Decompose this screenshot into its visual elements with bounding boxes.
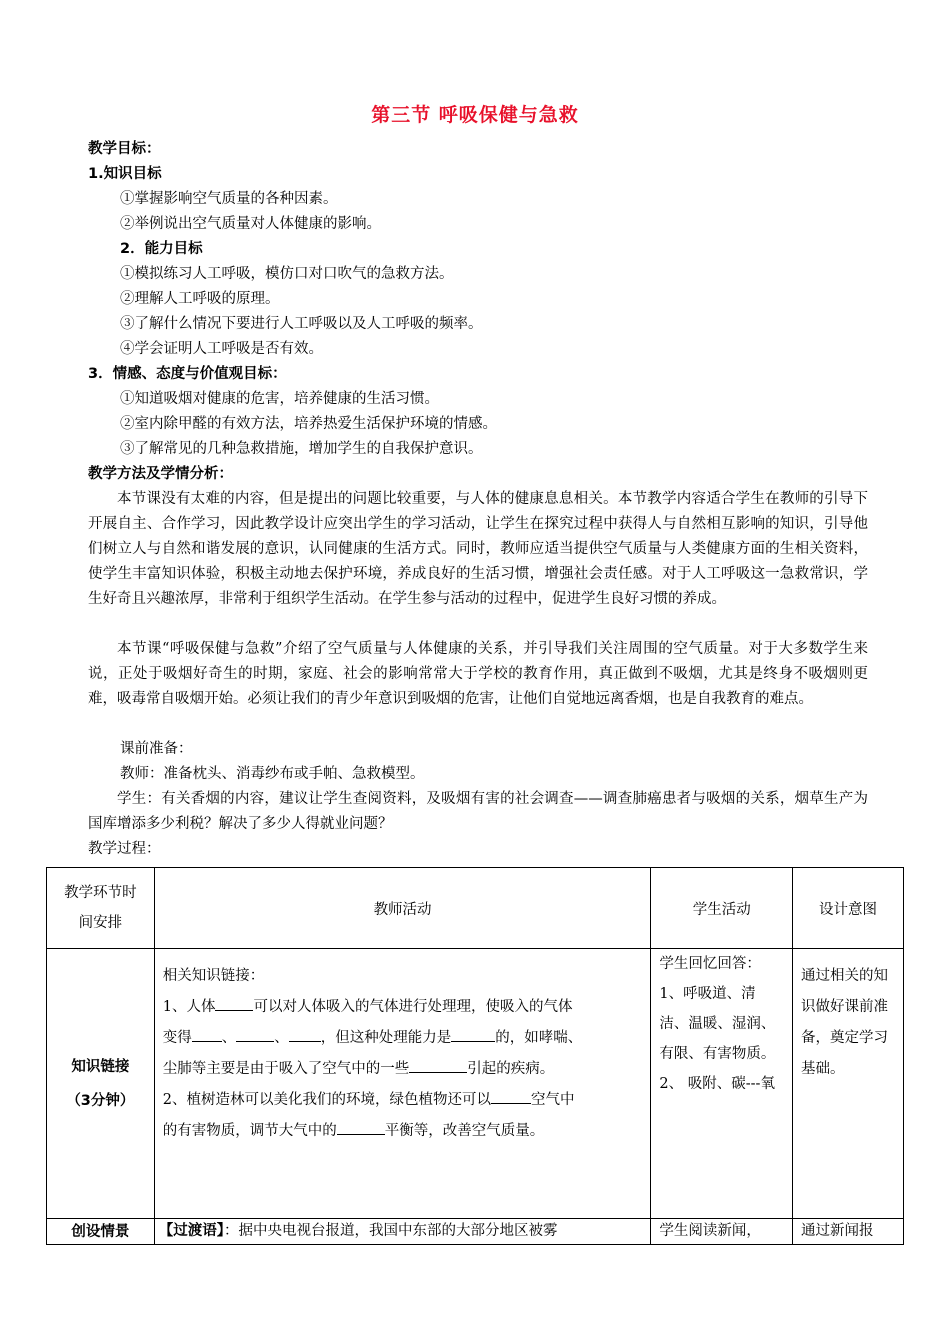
student-prep: 学生：有关香烟的内容，建议让学生查阅资料，及吸烟有害的社会调查——调查肺癌患者与吸烟的关系，烟草生产为国库增添多少利税？解决了多少人得就业问题？ — [88, 791, 868, 832]
table-header-row — [47, 868, 904, 949]
emotion-item: ①知道吸烟对健康的危害，培养健康的生活习惯。 — [120, 391, 439, 407]
teacher-activity-cell — [154, 949, 651, 1219]
goals-heading: 教学目标： — [88, 141, 161, 157]
student-activity-cell — [651, 949, 793, 1219]
knowledge-item: ②举例说出空气质量对人体健康的影响。 — [120, 216, 381, 232]
ability-item: ①模拟练习人工呼吸，模仿口对口吹气的急救方法。 — [120, 266, 454, 282]
ability-heading: 2．能力目标 — [120, 241, 203, 257]
prep-heading: 课前准备： — [120, 741, 193, 757]
design-intent-text: 通过相关的知识做好课前准备，奠定学习基础。 — [801, 968, 889, 1077]
header-design-intent: 设计意图 — [793, 868, 904, 949]
header-teacher-activity: 教师活动 — [154, 868, 651, 949]
analysis-paragraph-1: 本节课没有太难的内容，但是提出的问题比较重要，与人体的健康息息相关。本节教学内容适合学生在教师的引导下开展自主、合作学习，因此教学设计应突出学生的学习活动，让学生在探究过程中获得人与自然相互影响的知识，引导他们树立人与自然和谐发展的意识，认同健康的生活方式。同时，教师应适当提供空气质量与人类健康方面的生相关资料，使学生丰富知识体验，积极主动地去保护环境，养成良好的生活习惯，增强社会责任感。对于人工呼吸这一急救常识，学生好奇且兴趣浓厚，非常利于组织学生活动。在学生参与活动的过程中，促进学生良好习惯的养成。 — [88, 491, 868, 607]
teacher-prep: 教师：准备枕头、消毒纱布或手帕、急救模型。 — [120, 766, 425, 782]
page-title: 第三节 呼吸保健与急救 — [371, 104, 579, 126]
method-heading: 教学方法及学情分析： — [88, 466, 233, 482]
lesson-process-table — [46, 867, 904, 1245]
ability-item: ②理解人工呼吸的原理。 — [120, 291, 280, 307]
emotion-item: ③了解常见的几种急救措施，增加学生的自我保护意识。 — [120, 441, 483, 457]
stage-cell — [47, 949, 155, 1219]
knowledge-item: ①掌握影响空气质量的各种因素。 — [120, 191, 338, 207]
student-activity-text: 学生回忆回答：1、呼吸道、清洁、温暖、湿润、有限、有害物质。2、 吸附、碳---氧 — [659, 956, 776, 1092]
emotion-heading: 3．情感、态度与价值观目标： — [88, 366, 287, 382]
question-1-end: 尘肺等主要是由于吸入了空气中的一些 引起的疾病。 — [163, 1054, 643, 1085]
stage-cell: 创设情景 — [47, 1219, 155, 1245]
transition-text: ：据中央电视台报道，我国中东部的大部分地区被雾 — [223, 1223, 558, 1239]
student-activity-text: 学生阅读新闻， — [659, 1223, 761, 1239]
question-2-cont: 的有害物质，调节大气中的 平衡等，改善空气质量。 — [163, 1116, 643, 1147]
table-row — [47, 1219, 904, 1245]
header-stage: 教学环节时间安排 — [47, 868, 155, 949]
stage-time: （3分钟） — [66, 1092, 135, 1109]
knowledge-heading: 1.知识目标 — [88, 166, 162, 182]
design-intent-cell — [793, 949, 904, 1219]
transition-label: 【过渡语】 — [158, 1223, 224, 1239]
analysis-paragraph-2: 本节课“呼吸保健与急救”介绍了空气质量与人体健康的关系，并引导我们关注周围的空气质量。对于大多数学生来说，正处于吸烟好奇生的时期，家庭、社会的影响常常大于学校的教育作用，真正做到不吸烟，尤其是终身不吸烟则更难，吸毒常自吸烟开始。必须让我们的青少年意识到吸烟的危害，让他们自觉地远离香烟，也是自我教育的难点。 — [88, 641, 868, 707]
design-intent-text: 通过新闻报 — [801, 1223, 874, 1239]
question-1-cont: 变得 、 、 ，但这种处理能力是 的，如哮喘、 — [163, 1023, 643, 1054]
stage-name: 知识链接 — [71, 1058, 130, 1075]
student-activity-cell — [651, 1219, 793, 1245]
question-2: 2、植树造林可以美化我们的环境，绿色植物还可以 空气中 — [163, 1085, 643, 1116]
ability-item: ③了解什么情况下要进行人工呼吸以及人工呼吸的频率。 — [120, 316, 483, 332]
header-student-activity: 学生活动 — [651, 868, 793, 949]
table-row — [47, 949, 904, 1219]
emotion-item: ②室内除甲醛的有效方法，培养热爱生活保护环境的情感。 — [120, 416, 497, 432]
ability-item: ④学会证明人工呼吸是否有效。 — [120, 341, 323, 357]
design-intent-cell — [793, 1219, 904, 1245]
question-1: 1、人体 可以对人体吸入的气体进行处理理，使吸入的气体 — [163, 992, 643, 1023]
process-heading: 教学过程： — [88, 841, 161, 857]
teacher-activity-title: 相关知识链接： — [162, 968, 265, 984]
teacher-activity-cell — [154, 1219, 651, 1245]
